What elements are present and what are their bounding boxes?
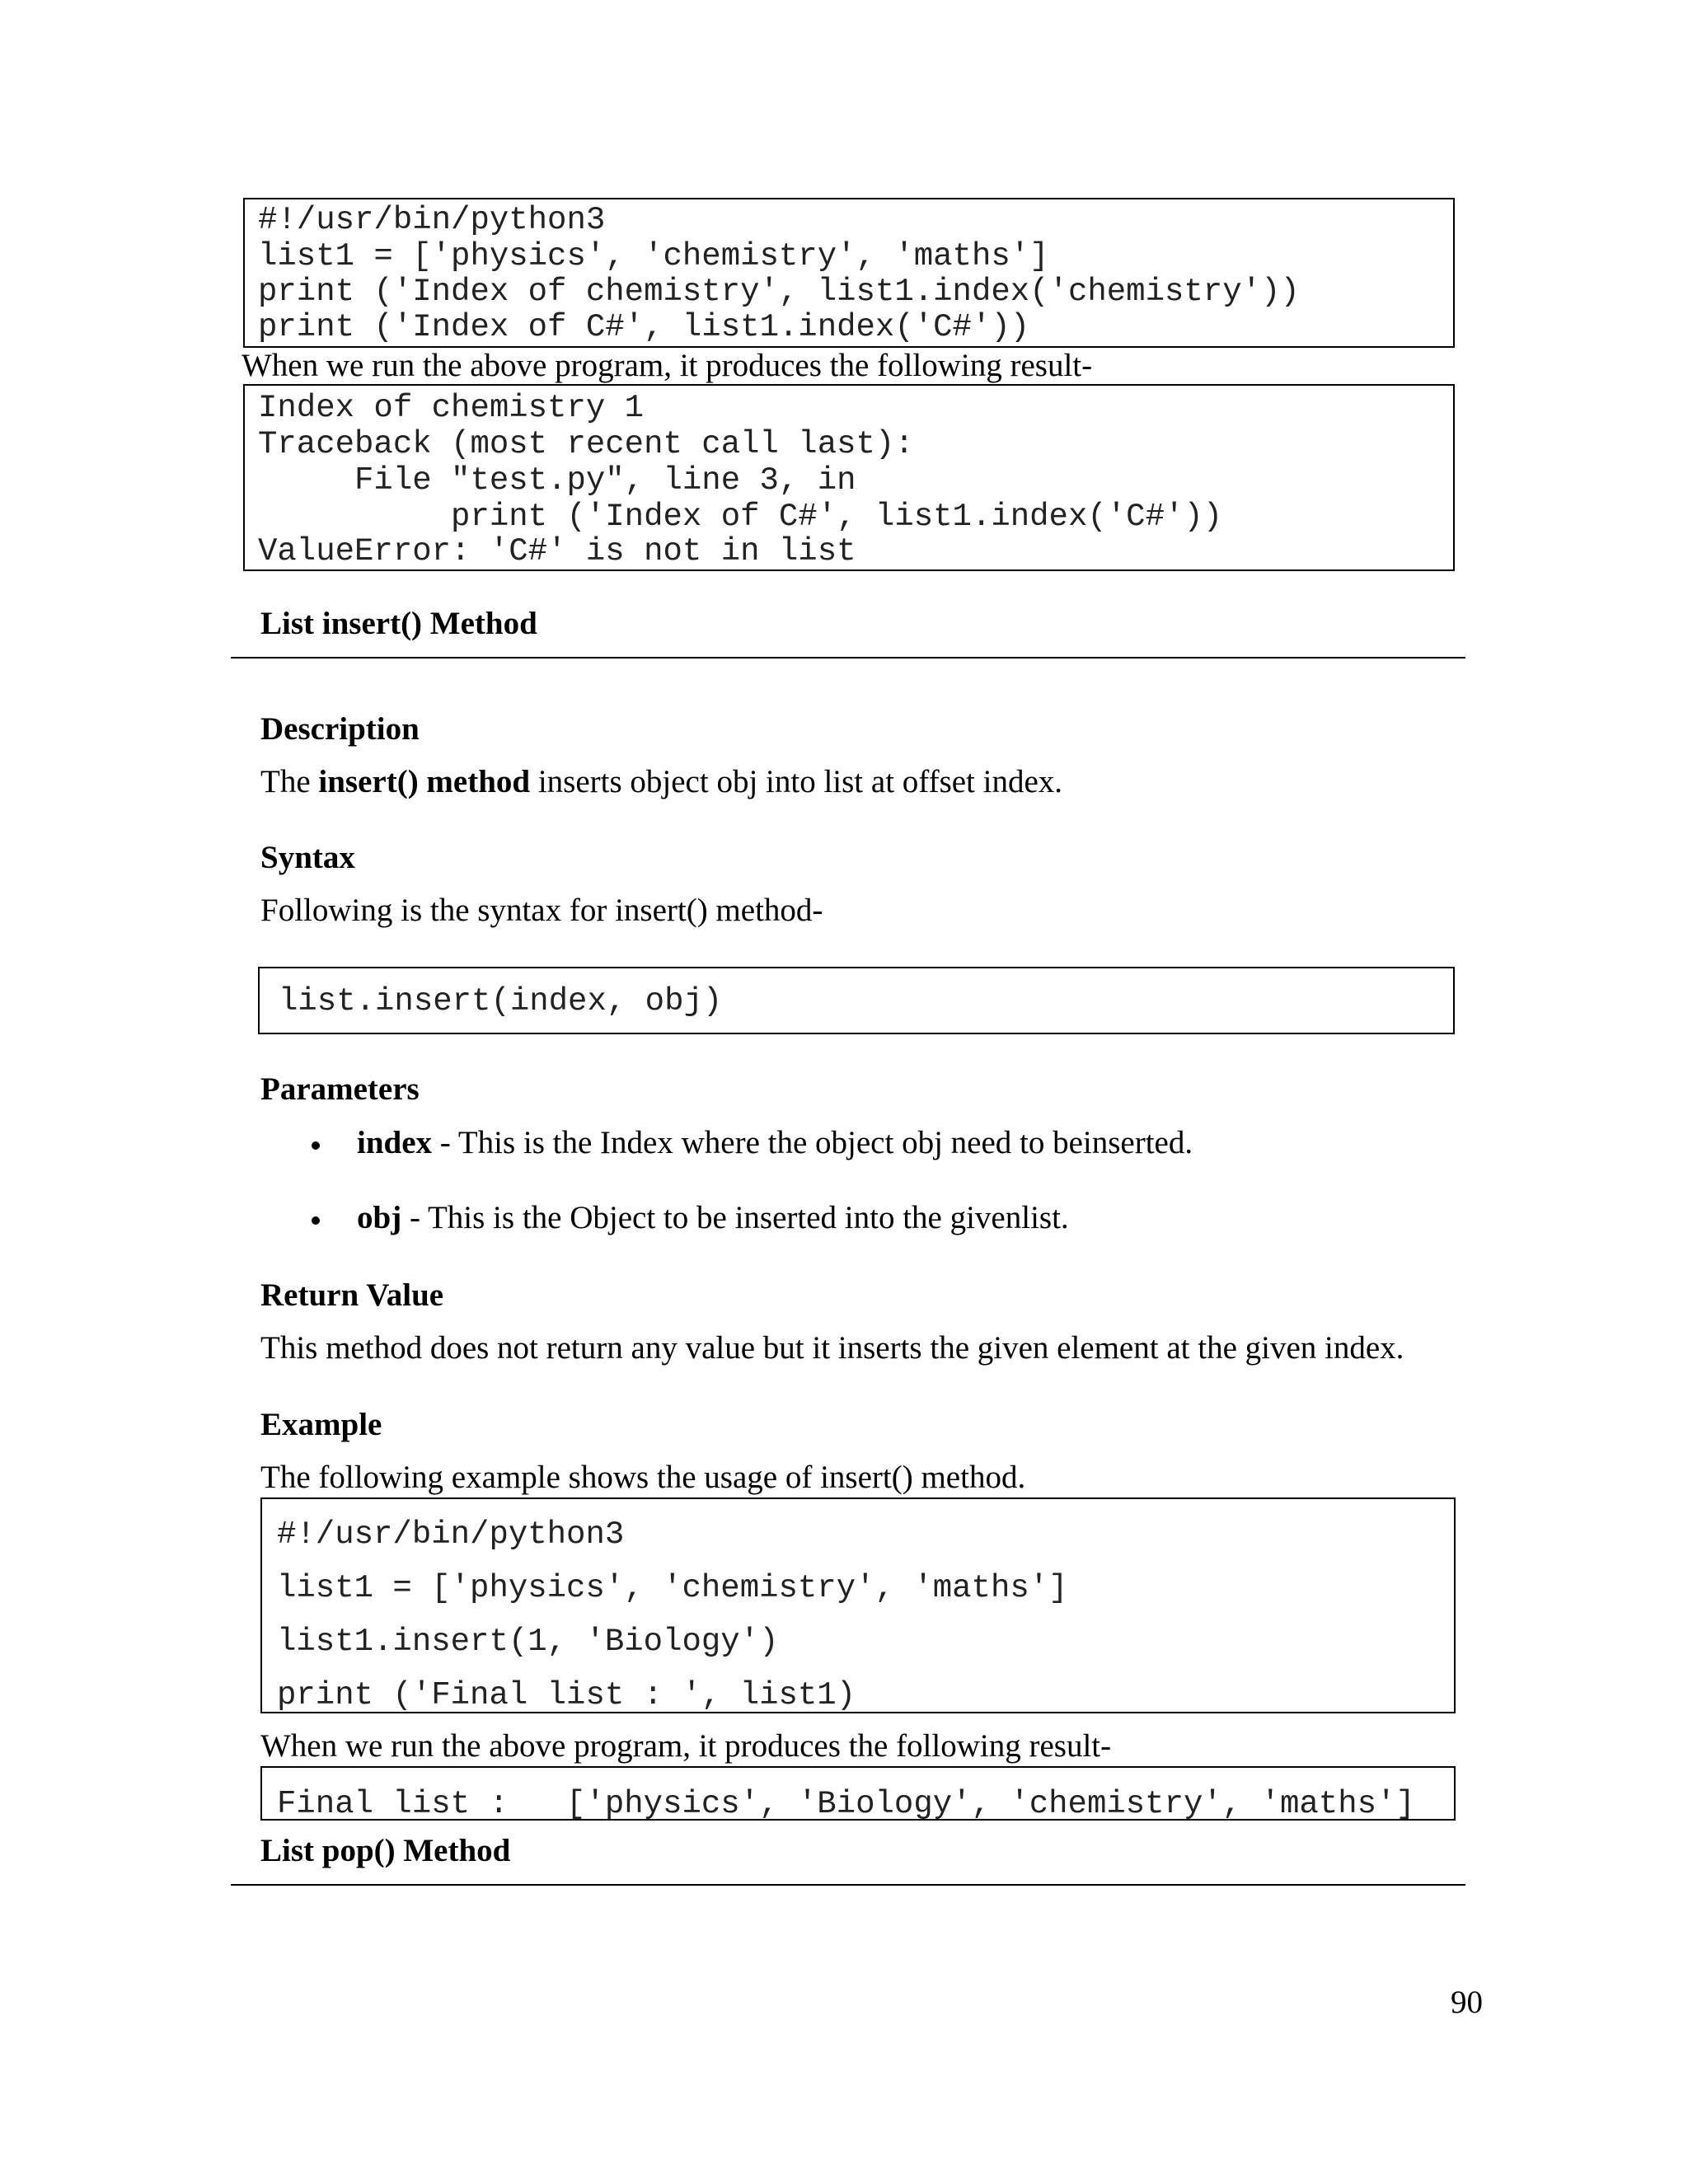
code-line: print ('Index of C#', list1.index('C#')) bbox=[258, 309, 1030, 345]
bullet-icon bbox=[312, 1141, 320, 1150]
output-line: Traceback (most recent call last): bbox=[258, 426, 914, 462]
section-divider bbox=[231, 1884, 1465, 1886]
parameter-desc: - This is the Index where the object obj need to beinserted. bbox=[432, 1125, 1193, 1160]
description-pre: The bbox=[260, 764, 319, 799]
code-line: #!/usr/bin/python3 bbox=[277, 1516, 625, 1553]
bullet-icon bbox=[312, 1216, 320, 1225]
output-line: Final list : ['physics', 'Biology', 'chemistry', 'maths'] bbox=[277, 1786, 1415, 1822]
description-text bbox=[260, 766, 1062, 798]
result-intro-text: When we run the above program, it produces the following result- bbox=[260, 1728, 1112, 1764]
syntax-intro: Following is the syntax for insert() method- bbox=[260, 893, 823, 928]
syntax-code: list.insert(index, obj) bbox=[279, 983, 723, 1019]
parameter-name: obj bbox=[357, 1200, 402, 1235]
result-intro-text: When we run the above program, it produces the following result- bbox=[241, 348, 1093, 383]
output-line: File "test.py", line 3, in bbox=[258, 462, 856, 499]
return-value-text: This method does not return any value but it inserts the given element at the given index. bbox=[260, 1330, 1404, 1366]
example-intro: The following example shows the usage of insert() method. bbox=[260, 1460, 1026, 1495]
code-line: print ('Index of chemistry', list1.index('chemistry')) bbox=[258, 274, 1300, 310]
output-line: Index of chemistry 1 bbox=[258, 390, 645, 426]
parameter-name: index bbox=[357, 1125, 433, 1160]
description-bold: insert() method bbox=[318, 764, 531, 799]
code-line: #!/usr/bin/python3 bbox=[258, 202, 606, 238]
code-line: list1.insert(1, 'Biology') bbox=[277, 1624, 779, 1660]
parameter-item bbox=[357, 1202, 1069, 1234]
parameter-desc: - This is the Object to be inserted into the givenlist. bbox=[401, 1200, 1069, 1235]
code-line: list1 = ['physics', 'chemistry', 'maths'] bbox=[258, 238, 1049, 274]
section-title-insert: List insert() Method bbox=[260, 606, 537, 641]
page-number: 90 bbox=[1451, 1985, 1483, 2020]
parameters-heading: Parameters bbox=[260, 1071, 420, 1107]
return-value-heading: Return Value bbox=[260, 1277, 444, 1313]
output-line: ValueError: 'C#' is not in list bbox=[258, 533, 856, 569]
description-post: inserts object obj into list at offset index. bbox=[530, 764, 1063, 799]
code-line: list1 = ['physics', 'chemistry', 'maths'] bbox=[277, 1570, 1068, 1606]
parameter-item bbox=[357, 1127, 1193, 1159]
code-line: print ('Final list : ', list1) bbox=[277, 1677, 856, 1713]
syntax-heading: Syntax bbox=[260, 840, 355, 875]
description-heading: Description bbox=[260, 711, 420, 747]
section-title-pop: List pop() Method bbox=[260, 1833, 511, 1868]
output-line: print ('Index of C#', list1.index('C#')) bbox=[258, 499, 1223, 535]
example-heading: Example bbox=[260, 1407, 382, 1442]
section-divider bbox=[231, 657, 1465, 658]
